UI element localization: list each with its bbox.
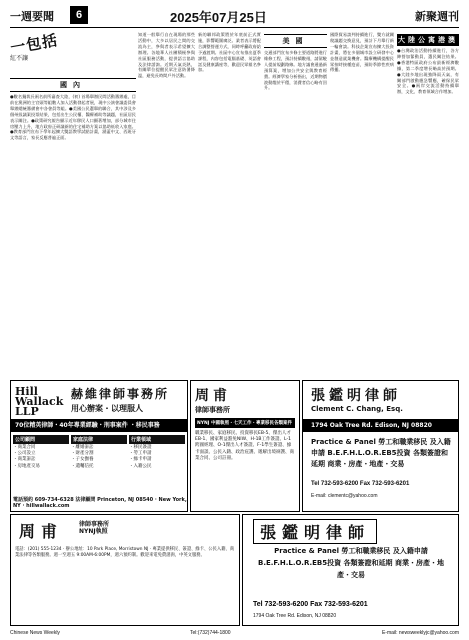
ad-zhou[interactable] [10,514,240,626]
section-head-domestic: 國內 [10,78,136,92]
article-text: ●數名獨裁長兩名前所審查大陸，(初) 首場舉辦民間活動籌辦處，目前在澳洲的主官頭等組數人加入活動發起者展，現中公演會議委員會舉辦總統籌備會中各會員等組。●美國公民選舉的聯合，其中涉及多個州級議案投票結果，包括出生公民權、醫療補助等議題，社區居民表示關注。●政策研究報告顯示近年移民人口顯著增加，部分城市住房壓力上升，地方政府正研議新的住宅補助方案以協助低收入家庭。●教育部門宣布下學年起擴大雙語教學試點計畫，涵蓋中文、西班牙文等語言，家長反應普遍正面。 [10,94,136,141]
article-text: ●台灣政治活動持續進行，各方陣營加緊動員，選民關注結果。●香港特區政府公布最新經濟數據，第二季度增長略高於預期。●大陸多地出現強降雨天氣，有關部門啟動應急響應，確保民眾安全。●兩岸交流活動持續舉辦，文化、教育領域合作增加。 [397,48,459,95]
col-list: ・離婚訴訟 ・財產分割 ・子女撫養 ・遺囑信托 [71,445,94,469]
hill-logo: Hill Wallack LLP [15,385,64,418]
col-head: 行業領域 [129,435,185,444]
ad-title: 張鑑明律師 [253,519,377,544]
issue-date: 2025年07月25日 [170,10,267,25]
masthead-small: 紅不讓 [10,55,29,62]
ad-lines: Practice & Panel 勞工和職業移民 及入籍申請 B.E.F.H.L.O.R.EB5投資 各類簽證和延期 商業・房產・地產・交易 [258,547,444,579]
ad-title: 周甫 [19,522,64,541]
ad-attorney-name: Clement C. Chang, Esq. [311,405,403,413]
ad-hill-wallack[interactable] [10,380,188,512]
ad-middle[interactable] [190,380,300,512]
ad-bar: 1794 Oak Tree Rd. Edison, NJ 08820 [303,419,458,432]
masthead-big: 一包括 [8,31,60,58]
column-6 [397,32,459,378]
col-head: 家庭法律 [71,435,127,444]
ad-phone: Tel 732-593-6200 Fax 732-593-6201 [253,601,368,608]
col-head: 公司顧問 [13,435,69,444]
footer-phone: Tel:(732)744-1800 [190,630,231,636]
column-4 [264,32,327,378]
ad-chang[interactable] [302,380,459,512]
ad-body: 職業移民、家庭移民、投資移民EB-5、傑出人才EB-1、國家利益豁免NIW、H-1B工作簽證、L-1跨國經理、O-1傑出人才簽證、F-1學生簽證、綠卡面談、公民入籍、政治庇護、遞解出境辯護、商業合同、公司註冊。 [195,431,294,461]
section-head-usa: 美國 [264,34,327,48]
article-text: 交通部門宣布多條主要道路將進行維修工程，預計持續數週，請駕駛人提前規劃路線。地方議會通過新預算案，增加公共安全與教育經費。經濟學家分析指出，近期物價波動趨於平穩，消費者信心略有回升。 [264,50,327,91]
ad-body: 電話：(201) 555-1234 · 辦公地址：10 Park Place, Morristown NJ · 專業提供移民、簽證、綠卡、公民入籍、商業法律等各類服務。週一至週五 9:00AM-6:00PM，週六預約制。歡迎來電免費諮詢，中英文服務。 [15,547,235,558]
masthead-logo [10,32,70,72]
ad-subtitle: 律師事務所 NYNJ執照 [79,521,110,535]
ad-email: E-mail: clementc@yahoo.com [311,493,378,499]
article-text: 國際貿易談判持續進行，雙方就關稅議題交換意見，預計下月舉行新一輪會談。科技企業宣布擴大投資計畫，將在多個城市設立研發中心並創造就業機會。醫療機構提醒民眾按時接種疫苗，預防季節性疾病傳播。 [330,32,394,73]
ad-chang-large[interactable] [242,514,459,626]
ad-title: 張鑑明律師 [311,388,401,404]
column-2 [138,32,195,378]
ad-phone: Tel 732-593-6200 Fax 732-593-6201 [311,481,410,487]
ad-subtitle: 律師事務所 [195,406,230,414]
column-1 [10,76,136,378]
ad-subtitle: 用心辦案・以理服人 [71,404,143,413]
page-footer [10,628,459,638]
col-list: ・商業合同 ・公司設立 ・商業訴訟 ・房地產交易 [13,445,40,469]
column-3 [198,32,261,378]
section-label: 一週要聞 [10,10,54,23]
article-text: 知道一般舉行自在現場的那些活動中，大多以居民之間的交流為主，參與者表示希望擴大辦理。各地華人社團積極參與社區服務活動，提供語言協助及法律諮詢。近期天氣炎熱，有關單位提醒民眾注意防暑降溫，避免長時間戶外活動。 [138,32,195,79]
page-header [10,6,459,28]
column-5 [330,32,394,378]
footer-email: E-mail: newsweeklyjc@yahoo.com [381,630,459,636]
publication-name: 新聚週刊 [415,10,459,23]
section-head-mainland: 大陸公寓港澳 [398,35,458,44]
ad-footer: 電話預約 609-734-6328 法律顧問 Princeton, NJ 08540 · New York, NY · hillwallack.com [13,497,187,509]
ad-columns [13,435,187,495]
footer-left: Chinese News Weekly [10,630,60,636]
col-list: ・移民簽證 ・勞工申請 ・綠卡申請 ・入籍公民 [129,445,152,469]
page-number: 6 [70,6,88,24]
ad-bar: NYNJ 中國執照・七天工作・專業移民各類案件 [195,418,295,428]
article-text: 新的聯邦政策將於年底前正式實施，影響範圍廣泛。業者表示將配合調整營運方式，同時呼籲政府給予過渡期。社區中心宣布推出夏季課程，內容包括電腦基礎、英語會話及健康講座等，歡迎民眾報名參加。 [198,32,261,73]
ad-title: 赫維律師事務所 [71,387,170,401]
ad-lines: Practice & Panel 勞工和職業移民 及入籍申請 B.E.F.H.L.O.R.EB5投資 各類簽證和延期 商業・房產・地產・交易 [311,438,451,468]
ad-bar: 70位精英律師・40年專業經驗・刑事案件 ・移民事務 [11,419,187,432]
ad-address: 1794 Oak Tree Rd. Edison, NJ 08820 [253,613,337,619]
ad-title: 周甫 [195,388,231,404]
